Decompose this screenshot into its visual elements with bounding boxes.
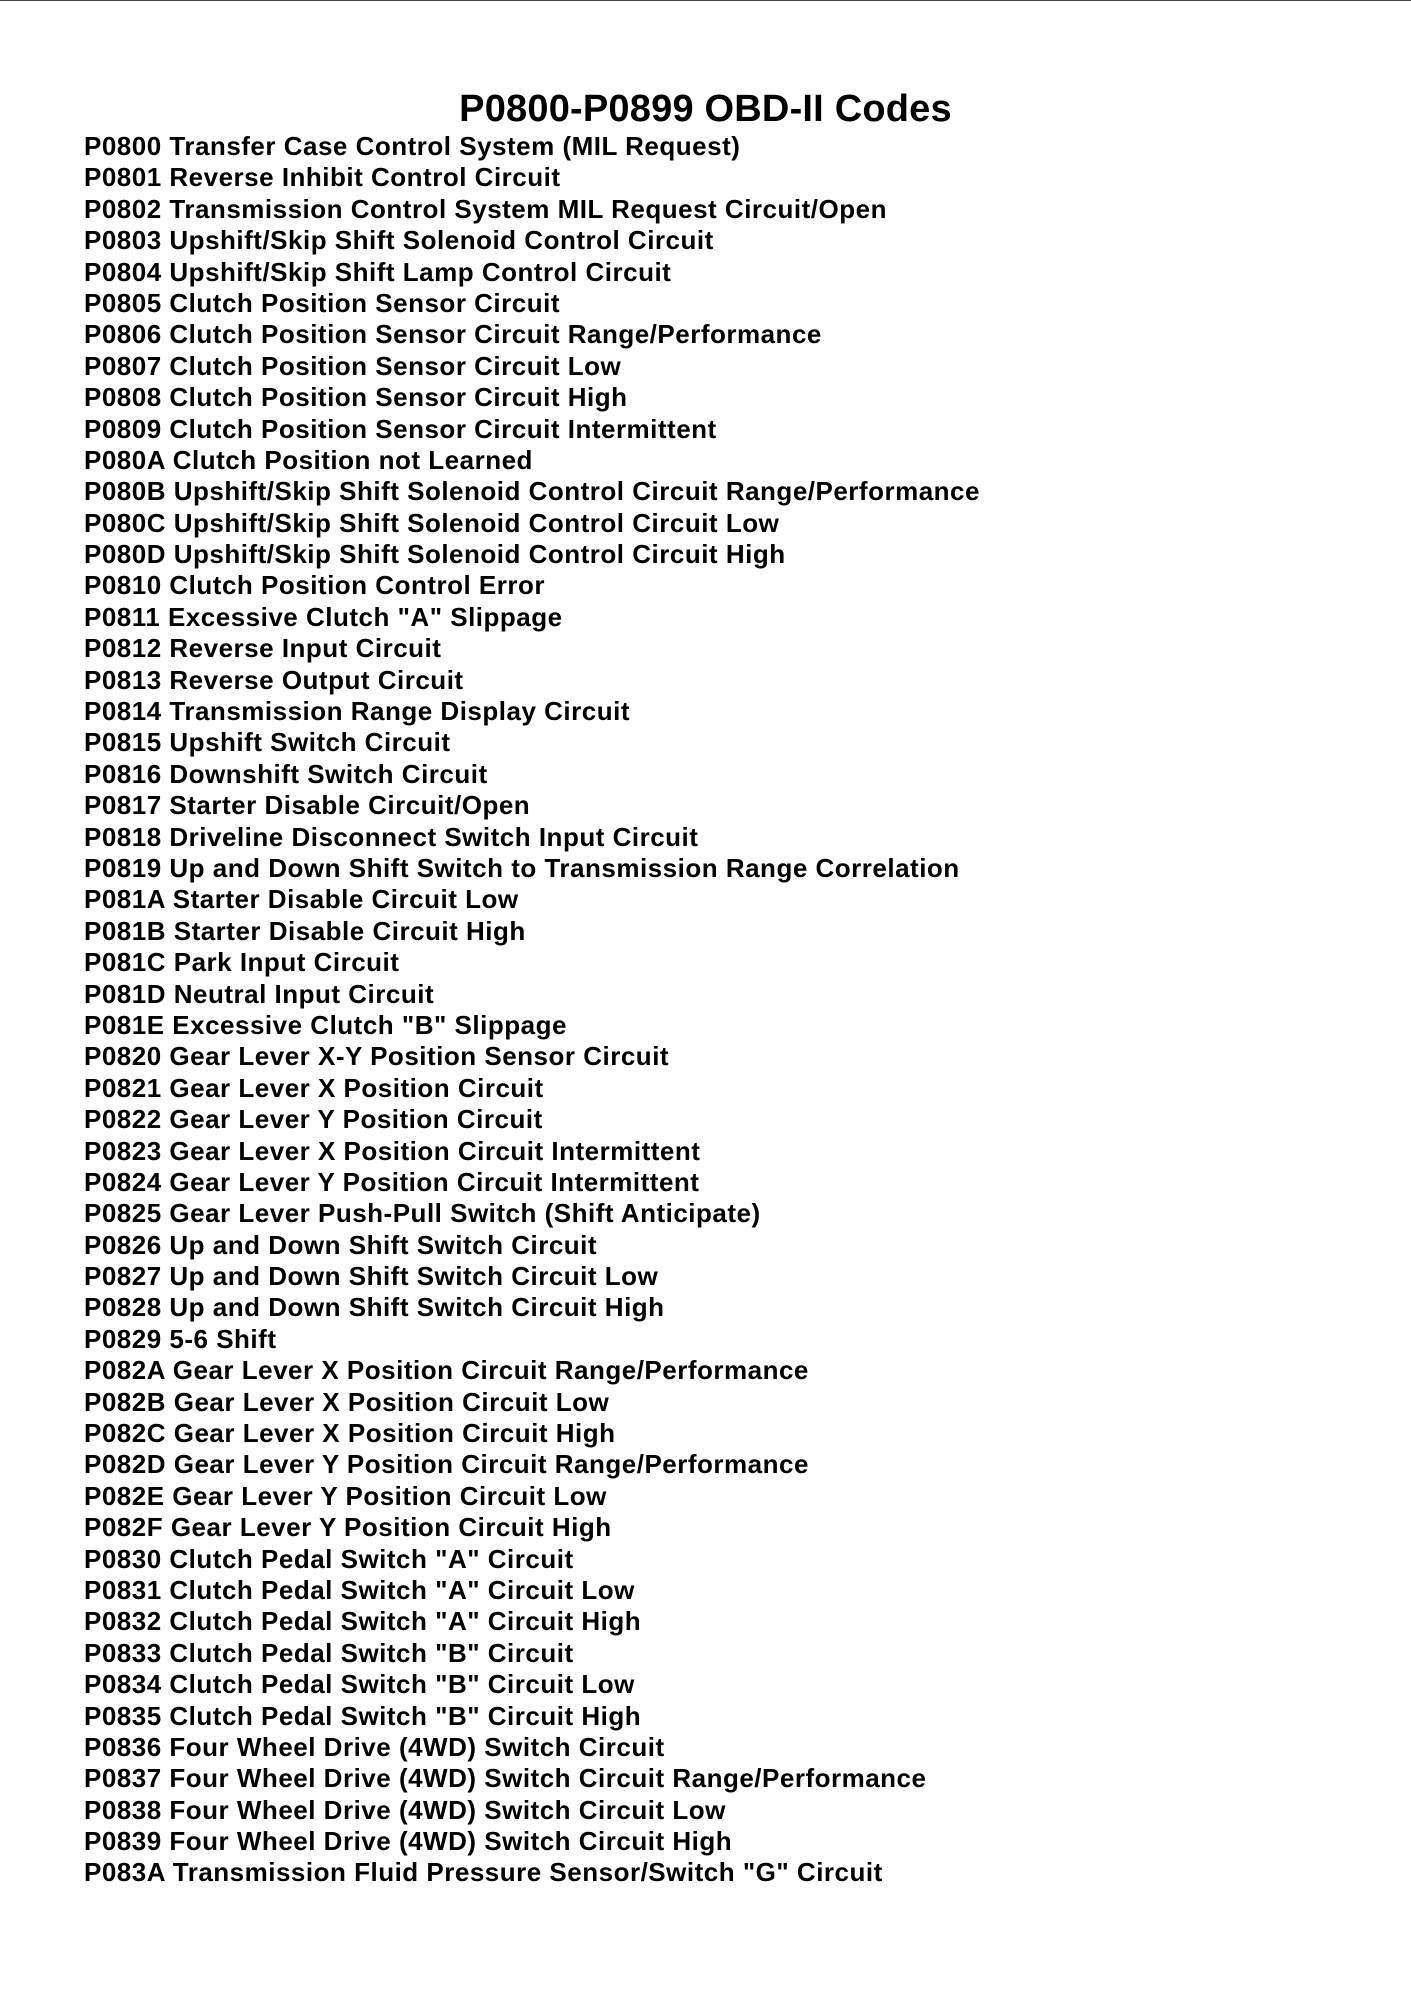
list-item: P082A Gear Lever X Position Circuit Range/Performance — [84, 1355, 809, 1386]
list-item: P0808 Clutch Position Sensor Circuit High — [84, 382, 628, 413]
list-item: P0821 Gear Lever X Position Circuit — [84, 1072, 544, 1103]
list-item: P0800 Transfer Case Control System (MIL Request) — [84, 131, 741, 161]
list-item: P0825 Gear Lever Push-Pull Switch (Shift Anticipate) — [84, 1198, 761, 1229]
list-item: P0823 Gear Lever X Position Circuit Intermittent — [84, 1135, 701, 1166]
list-item: P082F Gear Lever Y Position Circuit High — [84, 1512, 612, 1543]
list-item: P081B Starter Disable Circuit High — [84, 915, 526, 946]
list-item: P0810 Clutch Position Control Error — [84, 570, 546, 601]
page-title: P0800-P0899 OBD-II Codes — [459, 88, 952, 130]
list-item: P0809 Clutch Position Sensor Circuit Intermittent — [84, 413, 717, 444]
list-item: P0804 Upshift/Skip Shift Lamp Control Circuit — [84, 256, 672, 287]
list-item: P0818 Driveline Disconnect Switch Input Circuit — [84, 821, 699, 852]
list-item: P0839 Four Wheel Drive (4WD) Switch Circuit High — [84, 1826, 733, 1857]
list-item: P0829 5-6 Shift — [84, 1323, 277, 1354]
list-item: P081D Neutral Input Circuit — [84, 978, 435, 1009]
list-item: P0819 Up and Down Shift Switch to Transmission Range Correlation — [84, 852, 960, 883]
list-item: P0838 Four Wheel Drive (4WD) Switch Circuit Low — [84, 1794, 726, 1825]
page-top-border — [0, 0, 1411, 1]
list-item: P0817 Starter Disable Circuit/Open — [84, 790, 531, 821]
list-item: P0803 Upshift/Skip Shift Solenoid Control Circuit — [84, 225, 714, 256]
list-item: P0814 Transmission Range Display Circuit — [84, 696, 630, 727]
list-item: P0836 Four Wheel Drive (4WD) Switch Circuit — [84, 1731, 665, 1762]
list-item: P0827 Up and Down Shift Switch Circuit Low — [84, 1261, 659, 1292]
list-item: P083A Transmission Fluid Pressure Sensor/Switch "G" Circuit — [84, 1857, 883, 1888]
list-item: P080C Upshift/Skip Shift Solenoid Control Circuit Low — [84, 507, 780, 538]
list-item: P0820 Gear Lever X-Y Position Sensor Circuit — [84, 1041, 670, 1072]
list-item: P0828 Up and Down Shift Switch Circuit High — [84, 1292, 665, 1323]
list-item: P0816 Downshift Switch Circuit — [84, 758, 488, 789]
list-item: P0833 Clutch Pedal Switch "B" Circuit — [84, 1637, 574, 1668]
list-item: P0805 Clutch Position Sensor Circuit — [84, 287, 560, 318]
list-item: P0834 Clutch Pedal Switch "B" Circuit Low — [84, 1669, 635, 1700]
list-item: P082B Gear Lever X Position Circuit Low — [84, 1386, 610, 1417]
list-item: P0835 Clutch Pedal Switch "B" Circuit High — [84, 1700, 642, 1731]
list-item: P0802 Transmission Control System MIL Request Circuit/Open — [84, 193, 887, 224]
list-item: P081A Starter Disable Circuit Low — [84, 884, 519, 915]
list-item: P080B Upshift/Skip Shift Solenoid Control Circuit Range/Performance — [84, 476, 980, 507]
list-item: P0806 Clutch Position Sensor Circuit Range/Performance — [84, 319, 822, 350]
list-item: P0812 Reverse Input Circuit — [84, 633, 442, 664]
list-item: P0811 Excessive Clutch "A" Slippage — [84, 601, 563, 632]
list-item: P0801 Reverse Inhibit Control Circuit — [84, 162, 561, 193]
list-item: P082E Gear Lever Y Position Circuit Low — [84, 1480, 607, 1511]
list-item: P0831 Clutch Pedal Switch "A" Circuit Low — [84, 1574, 635, 1605]
list-item: P080D Upshift/Skip Shift Solenoid Control Circuit High — [84, 539, 786, 570]
list-item: P0826 Up and Down Shift Switch Circuit — [84, 1229, 598, 1260]
list-item: P0824 Gear Lever Y Position Circuit Intermittent — [84, 1166, 700, 1197]
obd-code-list — [84, 131, 980, 1889]
list-item: P0822 Gear Lever Y Position Circuit — [84, 1104, 543, 1135]
list-item: P082C Gear Lever X Position Circuit High — [84, 1418, 616, 1449]
list-item: P0813 Reverse Output Circuit — [84, 664, 464, 695]
list-item: P080A Clutch Position not Learned — [84, 444, 533, 475]
list-item: P0815 Upshift Switch Circuit — [84, 727, 451, 758]
list-item: P0830 Clutch Pedal Switch "A" Circuit — [84, 1543, 574, 1574]
list-item: P081E Excessive Clutch "B" Slippage — [84, 1009, 567, 1040]
list-item: P081C Park Input Circuit — [84, 947, 400, 978]
list-item: P082D Gear Lever Y Position Circuit Range/Performance — [84, 1449, 809, 1480]
list-item: P0837 Four Wheel Drive (4WD) Switch Circuit Range/Performance — [84, 1763, 927, 1794]
list-item: P0832 Clutch Pedal Switch "A" Circuit High — [84, 1606, 642, 1637]
list-item: P0807 Clutch Position Sensor Circuit Low — [84, 350, 622, 381]
